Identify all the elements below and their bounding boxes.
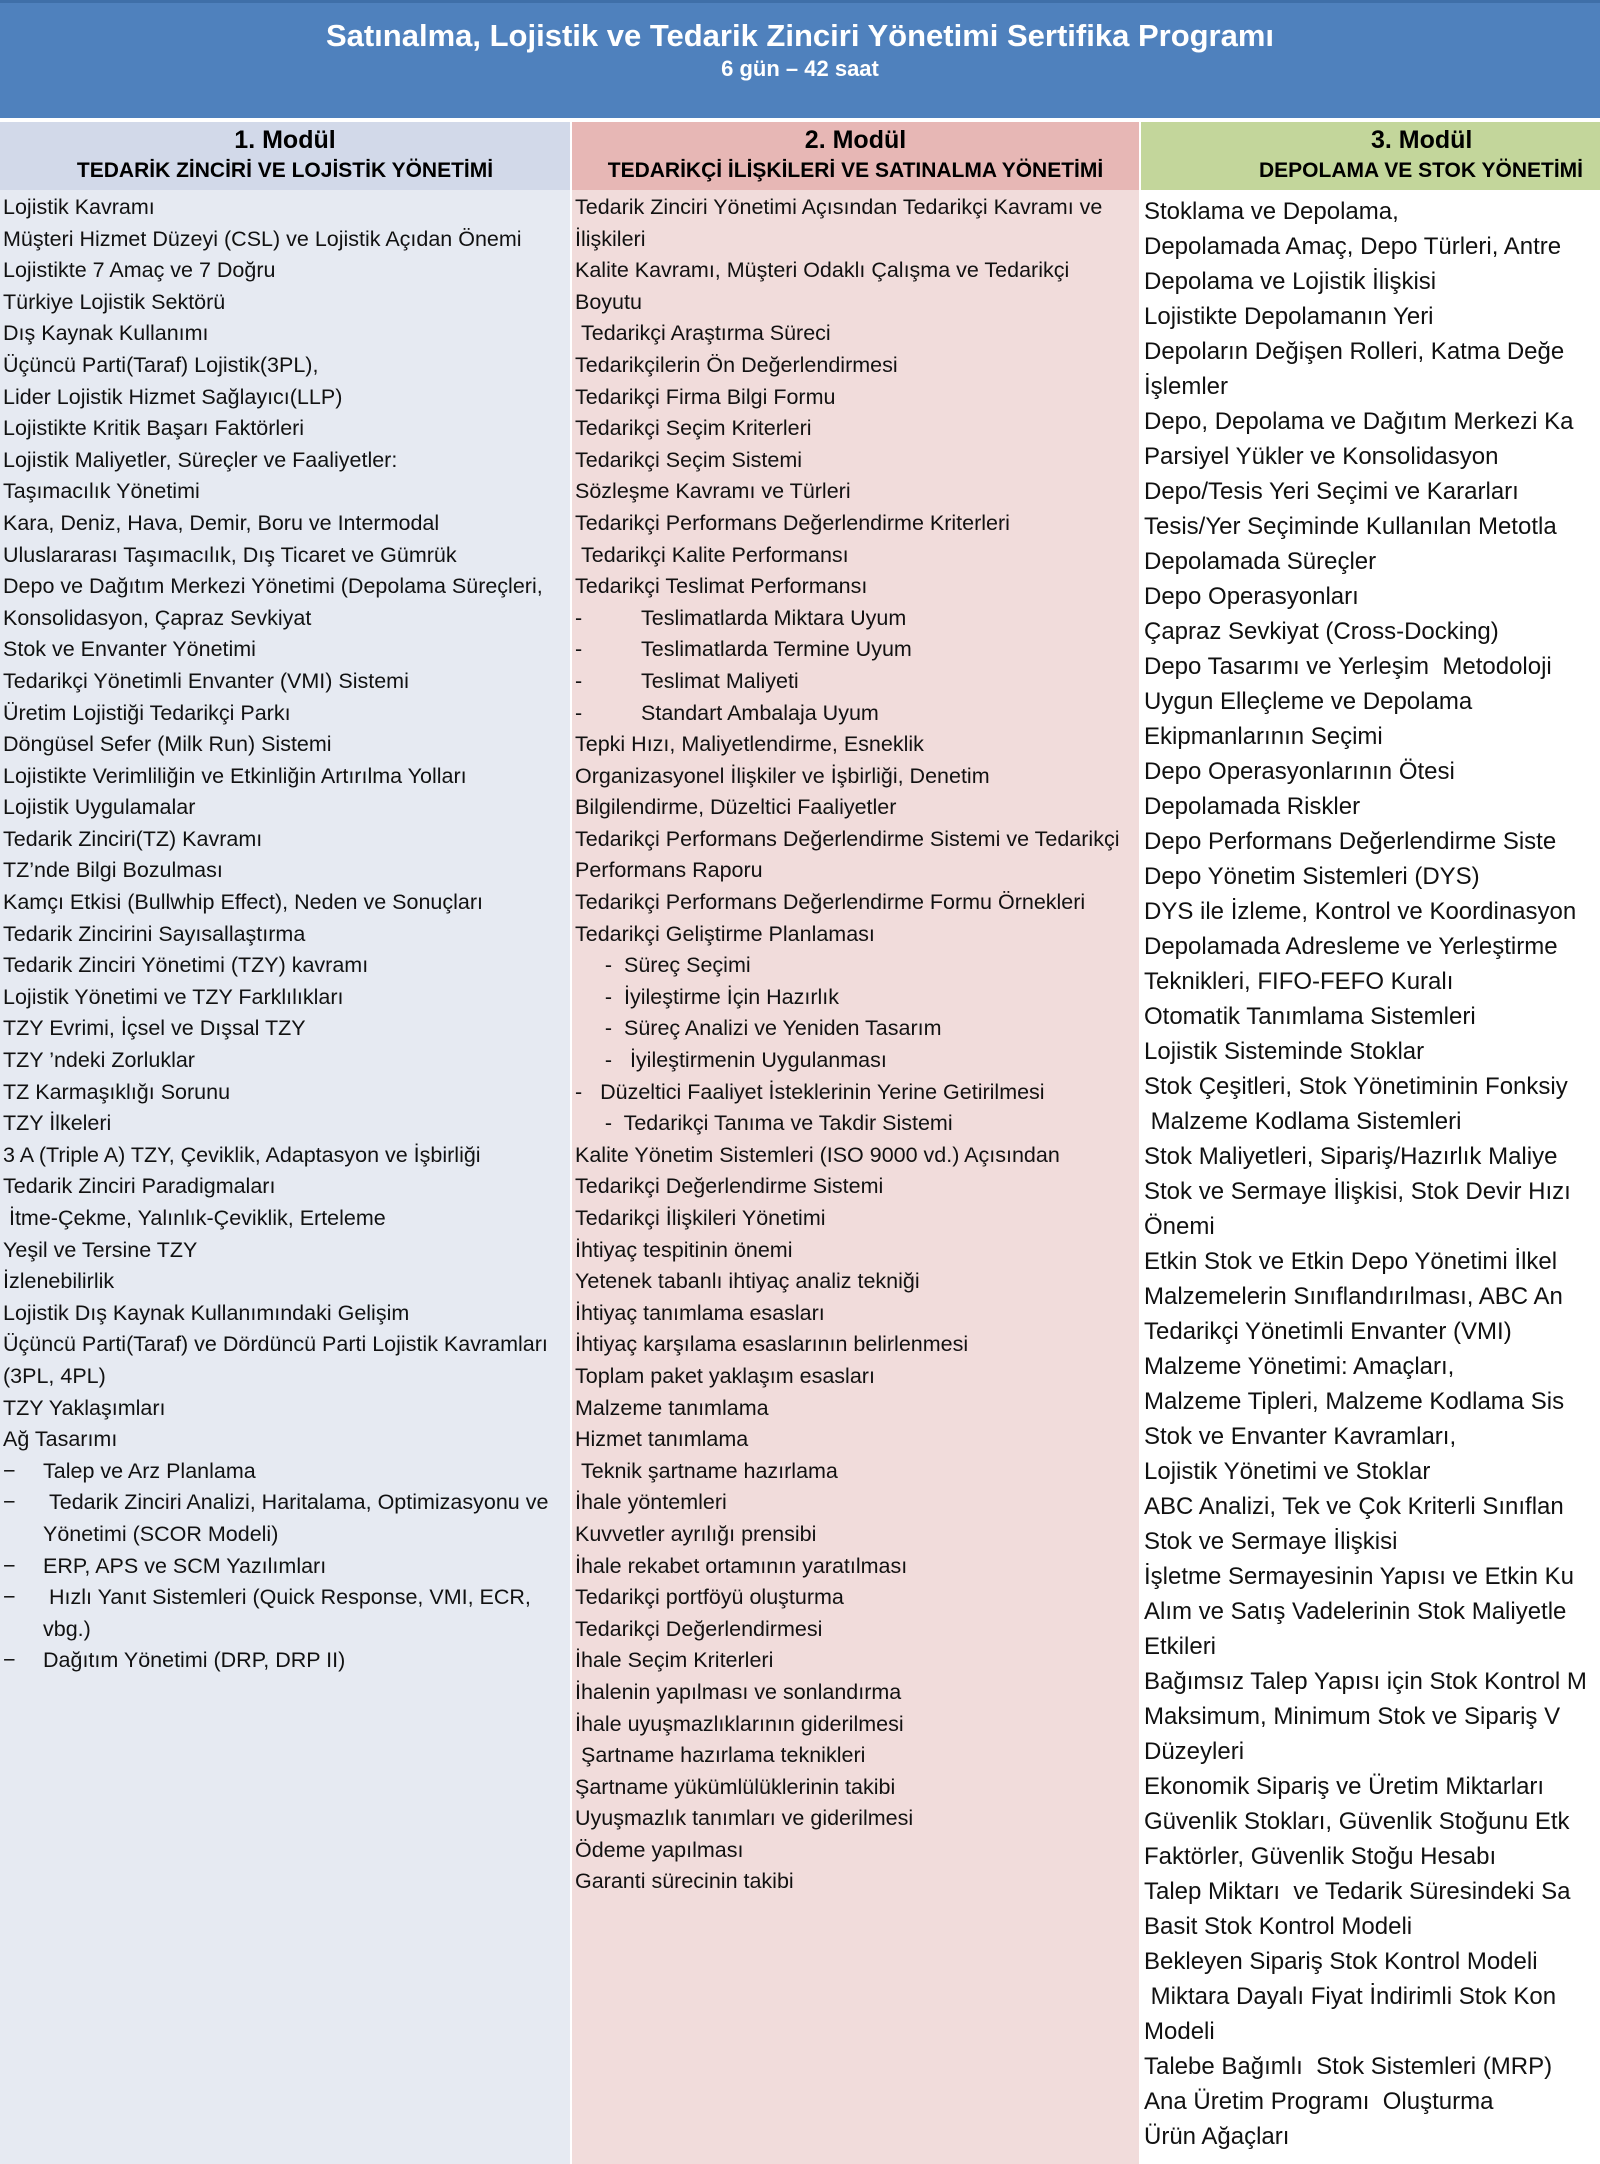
topic-item xyxy=(575,571,1139,603)
topic-text: Malzeme tanımlama xyxy=(575,1395,769,1420)
topic-item xyxy=(3,508,570,540)
topic-item xyxy=(575,1235,1139,1267)
topic-item xyxy=(575,666,1139,698)
topic-item xyxy=(575,698,1139,730)
topic-item xyxy=(3,698,570,730)
topic-text: İhtiyaç karşılama esaslarının belirlenmesi xyxy=(575,1332,969,1357)
topic-item xyxy=(575,729,1139,761)
topic-item xyxy=(3,413,570,445)
topic-text: İhale Seçim Kriterleri xyxy=(575,1648,774,1673)
topic-item: Maksimum, Minimum Stok ve Sipariş V xyxy=(1144,1703,1561,1730)
topic-text: Teslimatlarda Termine Uyum xyxy=(641,637,912,662)
topic-item xyxy=(3,350,570,382)
topic-item xyxy=(575,1487,1139,1519)
topic-text: Ağ Tasarımı xyxy=(3,1427,118,1452)
topic-item: Depo Yönetim Sistemleri (DYS) xyxy=(1144,863,1480,890)
topic-item: Ekonomik Sipariş ve Üretim Miktarları xyxy=(1144,1773,1545,1800)
module-3-header xyxy=(1141,118,1600,190)
topic-text: Bilgilendirme, Düzeltici Faaliyetler xyxy=(575,795,897,820)
topic-text: Tedarik Zinciri Paradigmaları xyxy=(3,1174,276,1199)
topic-item xyxy=(3,729,570,761)
topic-item: Depo Performans Değerlendirme Siste xyxy=(1144,828,1557,855)
topic-text: TZ Karmaşıklığı Sorunu xyxy=(3,1079,231,1104)
topic-text: Tedarikçi Seçim Sistemi xyxy=(575,447,802,472)
module-2-column xyxy=(572,118,1139,2164)
topic-item xyxy=(575,950,1139,982)
topic-text: Şartname hazırlama teknikleri xyxy=(575,1743,866,1768)
topic-item xyxy=(575,1709,1139,1741)
topic-item xyxy=(575,1013,1139,1045)
module-1-topic-list xyxy=(0,190,570,1677)
topic-text: Üçüncü Parti(Taraf) Lojistik(3PL), xyxy=(3,352,319,377)
topic-item: Depo Operasyonları xyxy=(1144,583,1359,610)
topic-text: TZY Evrimi, İçsel ve Dışsal TZY xyxy=(3,1016,306,1041)
topic-item: Bekleyen Sipariş Stok Kontrol Modeli xyxy=(1144,1948,1538,1975)
topic-item xyxy=(575,1203,1139,1235)
topic-text: Teknik şartname hazırlama xyxy=(575,1458,838,1483)
topic-text: Döngüsel Sefer (Milk Run) Sistemi xyxy=(3,732,332,757)
topic-text: Depo ve Dağıtım Merkezi Yönetimi (Depolama Süreçleri, Konsolidasyon, Çapraz Sevkiyat xyxy=(3,574,549,630)
topic-text: İhtiyaç tespitinin önemi xyxy=(575,1237,793,1262)
topic-item xyxy=(575,508,1139,540)
topic-item: Uygun Elleçleme ve Depolama xyxy=(1144,688,1473,715)
topic-text: Türkiye Lojistik Sektörü xyxy=(3,289,226,314)
topic-text: Lojistikte Verimliliğin ve Etkinliğin Artırılma Yolları xyxy=(3,763,467,788)
topic-text: İhale uyuşmazlıklarının giderilmesi xyxy=(575,1711,904,1736)
topic-item: DYS ile İzleme, Kontrol ve Koordinasyon xyxy=(1144,898,1577,925)
topic-item: Faktörler, Güvenlik Stoğu Hesabı xyxy=(1144,1843,1497,1870)
topic-item: Depo/Tesis Yeri Seçimi ve Kararları xyxy=(1144,478,1519,505)
topic-item xyxy=(575,192,1139,255)
module-3-column xyxy=(1141,118,1600,2164)
topic-text: Tedarikçi Performans Değerlendirme Formu Örnekleri xyxy=(575,890,1086,915)
topic-item: Depo Operasyonlarının Ötesi xyxy=(1144,758,1455,785)
topic-item xyxy=(575,1140,1139,1203)
topic-item: Düzeyleri xyxy=(1144,1738,1245,1765)
bullet-dash: − xyxy=(3,1585,16,1610)
topic-item xyxy=(3,1456,570,1488)
topic-item xyxy=(3,1235,570,1267)
bullet-dash: - xyxy=(575,700,583,725)
topic-item: Depolamada Amaç, Depo Türleri, Antre xyxy=(1144,233,1562,260)
topic-item xyxy=(575,1645,1139,1677)
topic-item xyxy=(3,982,570,1014)
bullet-dash: − xyxy=(3,1553,16,1578)
topic-item: Depolamada Süreçler xyxy=(1144,548,1377,575)
module-3-name: DEPOLAMA VE STOK YÖNETİMİ xyxy=(1259,159,1583,182)
topic-text: İhale rekabet ortamının yaratılması xyxy=(575,1553,908,1578)
topic-item xyxy=(3,318,570,350)
topic-text: Organizasyonel İlişkiler ve İşbirliği, Denetim xyxy=(575,763,990,788)
topic-text: Tedarik Zinciri Analizi, Haritalama, Optimizasyonu ve Yönetimi (SCOR Modeli) xyxy=(43,1490,555,1546)
topic-item: İşletme Sermayesinin Yapısı ve Etkin Ku xyxy=(1144,1563,1574,1590)
topic-item xyxy=(575,1266,1139,1298)
topic-item xyxy=(575,634,1139,666)
topic-item xyxy=(575,476,1139,508)
bullet-dash: - xyxy=(575,605,583,630)
topic-item xyxy=(575,1329,1139,1361)
topic-item: Tedarikçi Yönetimli Envanter (VMI) xyxy=(1144,1318,1512,1345)
module-2-name: TEDARİKÇİ İLİŞKİLERİ VE SATINALMA YÖNETİMİ xyxy=(607,159,1104,182)
topic-item: Çapraz Sevkiyat (Cross-Docking) xyxy=(1144,618,1499,645)
topic-item: Ürün Ağaçları xyxy=(1144,2123,1290,2150)
topic-text: Tedarikçi Performans Değerlendirme Kriterleri xyxy=(575,510,1010,535)
topic-text: Lider Lojistik Hizmet Sağlayıcı(LLP) xyxy=(3,384,343,409)
topic-text: Tedarikçi İlişkileri Yönetimi xyxy=(575,1206,826,1230)
topic-item: Miktara Dayalı Fiyat İndirimli Stok Kon xyxy=(1144,1983,1557,2010)
topic-text: TZY ’ndeki Zorluklar xyxy=(3,1048,195,1073)
topic-item: Basit Stok Kontrol Modeli xyxy=(1144,1913,1413,1940)
topic-item: Talebe Bağımlı Stok Sistemleri (MRP) xyxy=(1144,2053,1553,2080)
topic-text: Hızlı Yanıt Sistemleri (Quick Response, VMI, ECR, vbg.) xyxy=(43,1585,537,1641)
topic-item xyxy=(3,224,570,256)
topic-item xyxy=(575,1772,1139,1804)
topic-item: Depolamada Riskler xyxy=(1144,793,1361,820)
topic-item xyxy=(575,1298,1139,1330)
topic-text: Üçüncü Parti(Taraf) ve Dördüncü Parti Lojistik Kavramları (3PL, 4PL) xyxy=(3,1332,554,1388)
topic-item xyxy=(3,540,570,572)
topic-item xyxy=(3,287,570,319)
topic-item: Tesis/Yer Seçiminde Kullanılan Metotla xyxy=(1144,513,1557,540)
topic-item: Depo Tasarımı ve Yerleşim Metodoloji xyxy=(1144,653,1552,680)
topic-text: Kara, Deniz, Hava, Demir, Boru ve Intermodal xyxy=(3,510,440,535)
topic-text: Tedarikçi Kalite Performansı xyxy=(575,542,849,567)
topic-text: TZY İlkeleri xyxy=(3,1111,112,1136)
topic-item: Ana Üretim Programı Oluşturma xyxy=(1144,2088,1494,2115)
topic-item: Ekipmanlarının Seçimi xyxy=(1144,723,1383,750)
topic-item xyxy=(575,1393,1139,1425)
topic-text: Tedarikçi Teslimat Performansı xyxy=(575,574,868,599)
topic-text: İhtiyaç tanımlama esasları xyxy=(575,1300,825,1325)
topic-item xyxy=(3,1108,570,1140)
topic-item xyxy=(3,571,570,634)
topic-item: Etkin Stok ve Etkin Depo Yönetimi İlkel xyxy=(1144,1248,1558,1275)
module-2-number: 2. Modül xyxy=(804,126,907,154)
topic-text: Lojistik Kavramı xyxy=(3,195,155,219)
topic-item xyxy=(575,1803,1139,1835)
topic-text: Üretim Lojistiği Tedarikçi Parkı xyxy=(3,700,291,725)
topic-item xyxy=(3,1582,570,1645)
topic-text: Tedarikçi Performans Değerlendirme Sistemi ve Tedarikçi Performans Raporu xyxy=(575,826,1126,883)
topic-item: Depoların Değişen Rolleri, Katma Değe xyxy=(1144,338,1565,365)
topic-item: Stok Çeşitleri, Stok Yönetiminin Fonksiy xyxy=(1144,1073,1568,1100)
topic-item xyxy=(3,1329,570,1392)
topic-item xyxy=(575,792,1139,824)
topic-item: Stok ve Sermaye İlişkisi xyxy=(1144,1528,1398,1555)
module-1-header xyxy=(0,118,570,190)
program-header xyxy=(0,0,1600,118)
topic-item xyxy=(575,1077,1139,1109)
topic-text: Teslimat Maliyeti xyxy=(641,668,799,693)
topic-text: Tedarikçi Seçim Kriterleri xyxy=(575,416,812,441)
topic-text: Tedarikçi Araştırma Süreci xyxy=(575,321,831,346)
topic-text: Tedarikçilerin Ön Değerlendirmesi xyxy=(575,352,898,377)
topic-text: - Süreç Analizi ve Yeniden Tasarım xyxy=(575,1016,942,1041)
topic-item xyxy=(575,382,1139,414)
topic-item xyxy=(3,855,570,887)
topic-item xyxy=(575,318,1139,350)
topic-text: Tedarikçi portföyü oluşturma xyxy=(575,1585,844,1610)
topic-item: Önemi xyxy=(1144,1213,1215,1240)
topic-text: - Düzeltici Faaliyet İsteklerinin Yerine Getirilmesi xyxy=(575,1079,1045,1104)
topic-item: Otomatik Tanımlama Sistemleri xyxy=(1144,1003,1476,1030)
topic-text: Tedarik Zinciri Yönetimi (TZY) kavramı xyxy=(3,953,369,978)
topic-text: Kalite Kavramı, Müşteri Odaklı Çalışma ve Tedarikçi Boyutu xyxy=(575,258,1076,314)
module-3-number: 3. Modül xyxy=(1371,126,1473,154)
topic-text: Talep ve Arz Planlama xyxy=(43,1458,256,1483)
topic-text: TZY Yaklaşımları xyxy=(3,1395,166,1420)
topic-item xyxy=(3,634,570,666)
topic-text: İhale yöntemleri xyxy=(575,1490,727,1515)
topic-item: Stok ve Sermaye İlişkisi, Stok Devir Hızı xyxy=(1144,1178,1571,1205)
topic-item xyxy=(575,1424,1139,1456)
topic-item: Lojistikte Depolamanın Yeri xyxy=(1144,303,1434,330)
topic-text: Müşteri Hizmet Düzeyi (CSL) ve Lojistik Açıdan Önemi xyxy=(3,226,522,251)
topic-text: Uluslararası Taşımacılık, Dış Ticaret ve Gümrük xyxy=(3,542,457,567)
topic-text: - İyileştirmenin Uygulanması xyxy=(575,1048,887,1073)
topic-item xyxy=(3,192,570,224)
topic-text: Tedarik Zinciri Yönetimi Açısından Tedarikçi Kavramı ve İlişkileri xyxy=(575,195,1109,251)
topic-item xyxy=(575,255,1139,318)
topic-text: Garanti sürecinin takibi xyxy=(575,1869,794,1894)
topic-item xyxy=(3,761,570,793)
topic-item xyxy=(3,1077,570,1109)
topic-item xyxy=(575,1582,1139,1614)
topic-text: 3 A (Triple A) TZY, Çeviklik, Adaptasyon ve İşbirliği xyxy=(3,1142,481,1167)
topic-item xyxy=(575,350,1139,382)
program-duration: 6 gün – 42 saat xyxy=(721,56,879,81)
bullet-dash: - xyxy=(575,668,583,693)
topic-text: TZ’nde Bilgi Bozulması xyxy=(3,858,223,883)
topic-text: Kamçı Etkisi (Bullwhip Effect), Neden ve Sonuçları xyxy=(3,890,483,915)
topic-item xyxy=(3,1424,570,1456)
topic-item xyxy=(3,445,570,477)
topic-text: Dış Kaynak Kullanımı xyxy=(3,321,209,346)
topic-item: Parsiyel Yükler ve Konsolidasyon xyxy=(1144,443,1499,470)
topic-item: Depolamada Adresleme ve Yerleştirme xyxy=(1144,933,1558,960)
topic-text: Tedarikçi Firma Bilgi Formu xyxy=(575,384,836,409)
topic-text: Kuvvetler ayrılığı prensibi xyxy=(575,1521,817,1546)
topic-item xyxy=(575,1551,1139,1583)
topic-text: İtme-Çekme, Yalınlık-Çeviklik, Erteleme xyxy=(3,1206,386,1230)
topic-text: - Tedarikçi Tanıma ve Takdir Sistemi xyxy=(575,1111,953,1136)
topic-item xyxy=(3,950,570,982)
topic-item xyxy=(575,1361,1139,1393)
topic-item xyxy=(3,1266,570,1298)
topic-item xyxy=(3,1551,570,1583)
topic-item xyxy=(575,1456,1139,1488)
topic-item xyxy=(3,1645,570,1677)
topic-item: Alım ve Satış Vadelerinin Stok Maliyetle xyxy=(1144,1598,1567,1625)
topic-text: Dağıtım Yönetimi (DRP, DRP II) xyxy=(43,1648,346,1673)
topic-item xyxy=(575,1614,1139,1646)
topic-item xyxy=(575,919,1139,951)
module-1-number: 1. Modül xyxy=(234,126,336,154)
module-1-name: TEDARİK ZİNCİRİ VE LOJİSTİK YÖNETİMİ xyxy=(76,159,494,182)
topic-item: Malzeme Yönetimi: Amaçları, xyxy=(1144,1353,1455,1380)
topic-item: Stok Maliyetleri, Sipariş/Hazırlık Maliye xyxy=(1144,1143,1558,1170)
topic-item xyxy=(3,1171,570,1203)
topic-text: Tepki Hızı, Maliyetlendirme, Esneklik xyxy=(575,732,924,757)
module-2-header xyxy=(572,118,1139,190)
topic-item xyxy=(575,1835,1139,1867)
topic-text: Teslimatlarda Miktara Uyum xyxy=(641,605,907,630)
topic-text: Tedarikçi Değerlendirmesi xyxy=(575,1616,823,1641)
topic-item xyxy=(575,824,1139,887)
topic-item: Malzeme Kodlama Sistemleri xyxy=(1144,1108,1462,1135)
topic-text: Tedarik Zincirini Sayısallaştırma xyxy=(3,921,306,946)
topic-text: ERP, APS ve SCM Yazılımları xyxy=(43,1553,327,1578)
topic-item xyxy=(3,824,570,856)
bullet-dash: − xyxy=(3,1458,16,1483)
module-1-column xyxy=(0,118,570,2164)
topic-text: İzlenebilirlik xyxy=(3,1269,115,1294)
topic-item: Lojistik Yönetimi ve Stoklar xyxy=(1144,1458,1431,1485)
topic-item xyxy=(3,792,570,824)
topic-text: İhalenin yapılması ve sonlandırma xyxy=(575,1679,902,1704)
topic-item: Lojistik Sisteminde Stoklar xyxy=(1144,1038,1425,1065)
topic-item xyxy=(575,413,1139,445)
topic-item xyxy=(575,982,1139,1014)
topic-item: Güvenlik Stokları, Güvenlik Stoğunu Etk xyxy=(1144,1808,1570,1835)
topic-item xyxy=(3,1140,570,1172)
topic-text: Lojistik Yönetimi ve TZY Farklılıkları xyxy=(3,984,344,1009)
topic-item xyxy=(3,1203,570,1235)
topic-item: İşlemler xyxy=(1144,373,1229,400)
topic-text: - Süreç Seçimi xyxy=(575,953,751,978)
topic-item: Teknikleri, FIFO-FEFO Kuralı xyxy=(1144,968,1454,995)
topic-item xyxy=(3,1487,570,1550)
topic-item: Depo, Depolama ve Dağıtım Merkezi Ka xyxy=(1144,408,1574,435)
topic-item: Talep Miktarı ve Tedarik Süresindeki Sa xyxy=(1144,1878,1571,1905)
program-title: Satınalma, Lojistik ve Tedarik Zinciri Yönetimi Sertifika Programı xyxy=(325,18,1275,53)
topic-item: Etkileri xyxy=(1144,1633,1217,1660)
topic-item xyxy=(575,761,1139,793)
topic-text: Lojistikte Kritik Başarı Faktörleri xyxy=(3,416,305,441)
bullet-dash: - xyxy=(575,637,583,662)
topic-text: Lojistik Uygulamalar xyxy=(3,795,196,820)
topic-text: Kalite Yönetim Sistemleri (ISO 9000 vd.) Açısından Tedarikçi Değerlendirme Sistemi xyxy=(575,1142,1066,1199)
topic-item: Bağımsız Talep Yapısı için Stok Kontrol M xyxy=(1144,1668,1587,1695)
topic-item xyxy=(3,666,570,698)
topic-item xyxy=(575,887,1139,919)
topic-item xyxy=(575,540,1139,572)
topic-text: Tedarik Zinciri(TZ) Kavramı xyxy=(3,826,263,851)
topic-text: Şartname yükümlülüklerinin takibi xyxy=(575,1774,896,1799)
topic-item: Depolama ve Lojistik İlişkisi xyxy=(1144,268,1437,295)
topic-item: Modeli xyxy=(1144,2018,1215,2045)
topic-item xyxy=(3,1298,570,1330)
topic-text: Toplam paket yaklaşım esasları xyxy=(575,1363,875,1388)
topic-item xyxy=(575,1677,1139,1709)
topic-text: Tedarikçi Yönetimli Envanter (VMI) Sistemi xyxy=(3,668,409,693)
topic-item xyxy=(575,1740,1139,1772)
topic-text: Stok ve Envanter Yönetimi xyxy=(3,637,256,662)
topic-item: Stok ve Envanter Kavramları, xyxy=(1144,1423,1457,1450)
topic-item xyxy=(575,1519,1139,1551)
topic-item xyxy=(3,919,570,951)
module-3-topic-list xyxy=(1141,190,1600,2154)
topic-text: Standart Ambalaja Uyum xyxy=(641,700,879,725)
topic-text: Tedarikçi Geliştirme Planlaması xyxy=(575,921,875,946)
topic-text: Taşımacılık Yönetimi xyxy=(3,479,200,504)
topic-text: - İyileştirme İçin Hazırlık xyxy=(575,984,840,1009)
topic-text: Lojistikte 7 Amaç ve 7 Doğru xyxy=(3,258,276,283)
topic-item xyxy=(575,1866,1139,1898)
topic-item xyxy=(575,603,1139,635)
module-2-topic-list xyxy=(572,190,1139,1898)
topic-text: Yeşil ve Tersine TZY xyxy=(3,1237,198,1262)
topic-item: Stoklama ve Depolama, xyxy=(1144,198,1399,225)
topic-item xyxy=(3,382,570,414)
topic-item xyxy=(3,476,570,508)
topic-item xyxy=(3,1045,570,1077)
topic-item xyxy=(3,1393,570,1425)
bullet-dash: − xyxy=(3,1490,16,1515)
topic-item xyxy=(575,1045,1139,1077)
bullet-dash: − xyxy=(3,1648,16,1673)
topic-item xyxy=(3,1013,570,1045)
topic-text: Sözleşme Kavramı ve Türleri xyxy=(575,479,851,504)
topic-text: Ödeme yapılması xyxy=(575,1837,744,1862)
topic-text: Hizmet tanımlama xyxy=(575,1427,749,1452)
topic-text: Uyuşmazlık tanımları ve giderilmesi xyxy=(575,1806,914,1831)
topic-item xyxy=(3,887,570,919)
topic-item: Malzemelerin Sınıflandırılması, ABC An xyxy=(1144,1283,1563,1310)
topic-item: Malzeme Tipleri, Malzeme Kodlama Sis xyxy=(1144,1388,1565,1415)
topic-text: Yetenek tabanlı ihtiyaç analiz tekniği xyxy=(575,1269,920,1294)
topic-item: ABC Analizi, Tek ve Çok Kriterli Sınıflan xyxy=(1144,1493,1564,1520)
topic-item xyxy=(3,255,570,287)
topic-item xyxy=(575,445,1139,477)
topic-text: Lojistik Dış Kaynak Kullanımındaki Gelişim xyxy=(3,1300,410,1325)
topic-item xyxy=(575,1108,1139,1140)
topic-text: Lojistik Maliyetler, Süreçler ve Faaliyetler: xyxy=(3,447,398,472)
